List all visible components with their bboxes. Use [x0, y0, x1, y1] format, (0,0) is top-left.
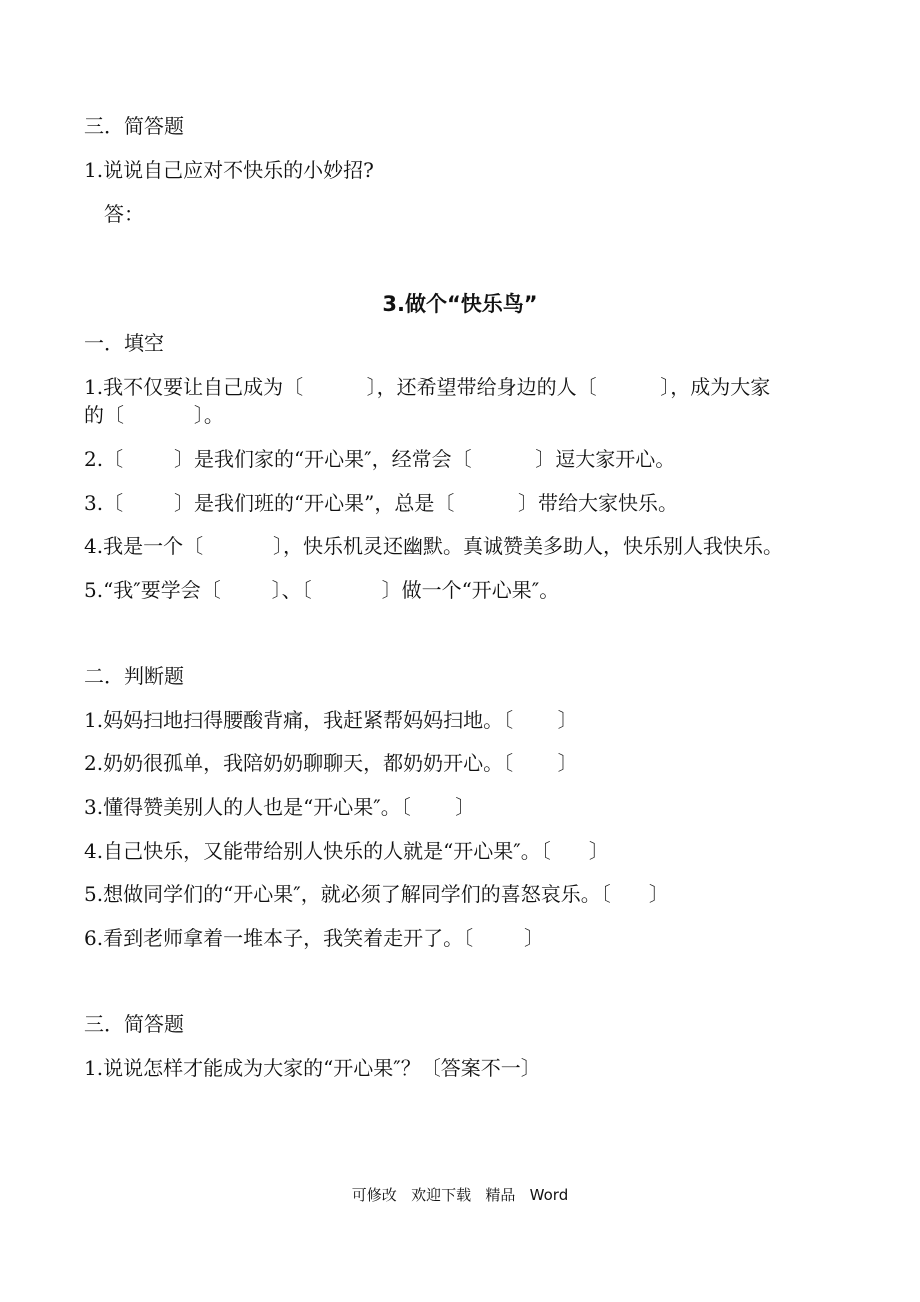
answer-label: 答：: [104, 202, 144, 226]
lesson-title: 3.做个“快乐鸟”: [382, 292, 538, 316]
page-footer: 可修改 欢迎下载 精品 Word: [351, 1186, 569, 1204]
fill-blank-item: 2.〔 〕是我们家的“开心果″，经常会〔 〕逗大家开心。: [84, 447, 676, 471]
short-answer-heading: 三．简答题: [84, 1012, 184, 1036]
fill-blank-heading: 一．填空: [84, 331, 164, 355]
fill-blank-item: 1.我不仅要让自己成为〔 〕，还希望带给身边的人〔 〕，成为大家: [84, 375, 771, 399]
judge-item: 6.看到老师拿着一堆本子，我笑着走开了。〔 〕: [84, 926, 544, 950]
fill-blank-item: 5.“我″要学会〔 〕、〔 〕做一个“开心果″。: [84, 578, 560, 602]
short-answer-question-1: 1.说说怎样才能成为大家的“开心果″？〔答案不一〕: [84, 1056, 541, 1080]
judge-item: 4.自己快乐，又能带给别人快乐的人就是“开心果″。〔 〕: [84, 839, 609, 863]
judge-item: 2.奶奶很孤单，我陪奶奶聊聊天，都奶奶开心。〔 〕: [84, 751, 578, 775]
judge-item: 5.想做同学们的“开心果″，就必须了解同学们的喜怒哀乐。〔 〕: [84, 882, 669, 906]
fill-blank-item: 4.我是一个〔 〕，快乐机灵还幽默。真诚赞美多助人，快乐别人我快乐。: [84, 534, 784, 558]
top-question-1: 1.说说自己应对不快乐的小妙招?: [84, 158, 374, 182]
judge-item: 1.妈妈扫地扫得腰酸背痛，我赶紧帮妈妈扫地。〔 〕: [84, 708, 578, 732]
top-section-heading: 三．简答题: [84, 114, 184, 138]
fill-blank-item: 3.〔 〕是我们班的“开心果”，总是〔 〕带给大家快乐。: [84, 491, 678, 515]
judge-item: 3.懂得赞美别人的人也是“开心果″。〔 〕: [84, 795, 476, 819]
fill-blank-item: 的〔 〕。: [84, 403, 224, 427]
judge-heading: 二．判断题: [84, 664, 184, 688]
